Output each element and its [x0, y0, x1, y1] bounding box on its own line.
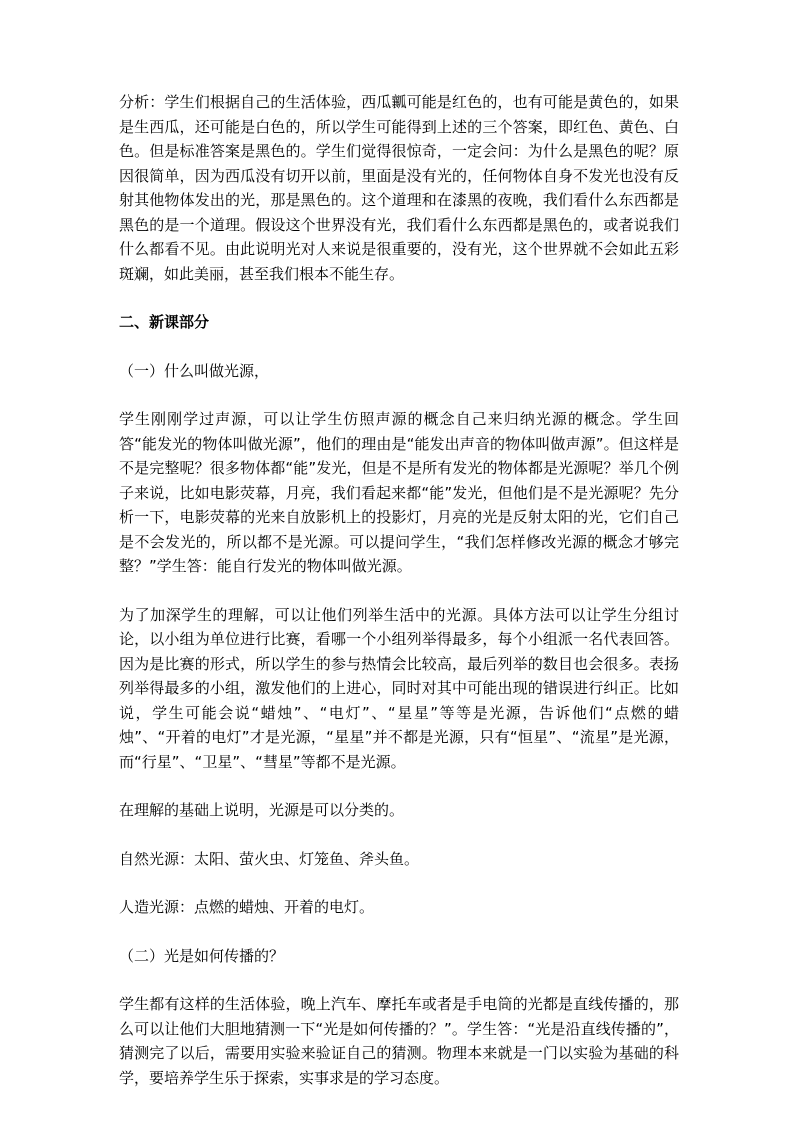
- light-source-concept-paragraph: 学生刚刚学过声源，可以让学生仿照声源的概念自己来归纳光源的概念。学生回答“能发光的物体叫做光源”，他们的理由是“能发出声音的物体叫做声源”。但这样是不是完整呢？很多物体都“能”发光，但是不是所有发光的物体都是光源呢？举几个例子来说，比如电影荧幕，月亮，我们看起来都“能”发光，但他们是不是光源呢？先分析一下，电影荧幕的光来自放影机上的投影灯，月亮的光是反射太阳的光，它们自己是不会发光的，所以都不是光源。可以提问学生，“我们怎样修改光源的概念才够完整？”学生答：能自行发光的物体叫做光源。: [119, 410, 679, 575]
- section-heading: 二、新课部分: [119, 313, 210, 331]
- document-body: [119, 90, 679, 1090]
- artificial-sources-line: 人造光源：点燃的蜡烛、开着的电灯。: [119, 898, 375, 916]
- natural-sources-line: 自然光源：太阳、萤火虫、灯笼鱼、斧头鱼。: [119, 849, 420, 868]
- subsection-1-title: （一）什么叫做光源，: [119, 361, 270, 380]
- light-propagation-paragraph: 学生都有这样的生活体验，晚上汽车、摩托车或者是手电筒的光都是直线传播的，那么可以让他们大胆地猜测一下“光是如何传播的？”。学生答：“光是沿直线传播的”，猜测完了以后，需要用实验来验证自己的猜测。物理本来就是一门以实验为基础的科学，要培养学生乐于探索，实事求是的学习态度。: [119, 995, 679, 1087]
- subsection-2-title: （二）光是如何传播的？: [119, 946, 285, 965]
- light-source-examples-paragraph: 为了加深学生的理解，可以让他们列举生活中的光源。具体方法可以让学生分组讨论，以小组为单位进行比赛，看哪一个小组列举得最多，每个小组派一名代表回答。因为是比赛的形式，所以学生的参与热情会比较高，最后列举的数目也会很多。表扬列举得最多的小组，激发他们的上进心，同时对其中可能出现的错误进行纠正。比如说，学生可能会说“蜡烛”、“电灯”、“星星”等等是光源，告诉他们“点燃的蜡烛”、“开着的电灯”才是光源，“星星”并不都是光源，只有“恒星”、“流星”是光源，而“行星”、“卫星”、“彗星”等都不是光源。: [119, 605, 679, 771]
- classification-paragraph: 在理解的基础上说明，光源是可以分类的。: [119, 801, 405, 819]
- analysis-paragraph: 分析：学生们根据自己的生活体验，西瓜瓤可能是红色的，也有可能是黄色的，如果是生西瓜，还可能是白色的，所以学生可能得到上述的三个答案，即红色、黄色、白色。但是标准答案是黑色的。学生们觉得很惊奇，一定会问：为什么是黑色的呢？原因很简单，因为西瓜没有切开以前，里面是没有光的，任何物体自身不发光也没有反射其他物体发出的光，那是黑色的。这个道理和在漆黑的夜晚，我们看什么东西都是黑色的是一个道理。假设这个世界没有光，我们看什么东西都是黑色的，或者说我们什么都看不见。由此说明光对人来说是很重要的，没有光，这个世界就不会如此五彩斑斓，如此美丽，甚至我们根本不能生存。: [119, 93, 679, 283]
